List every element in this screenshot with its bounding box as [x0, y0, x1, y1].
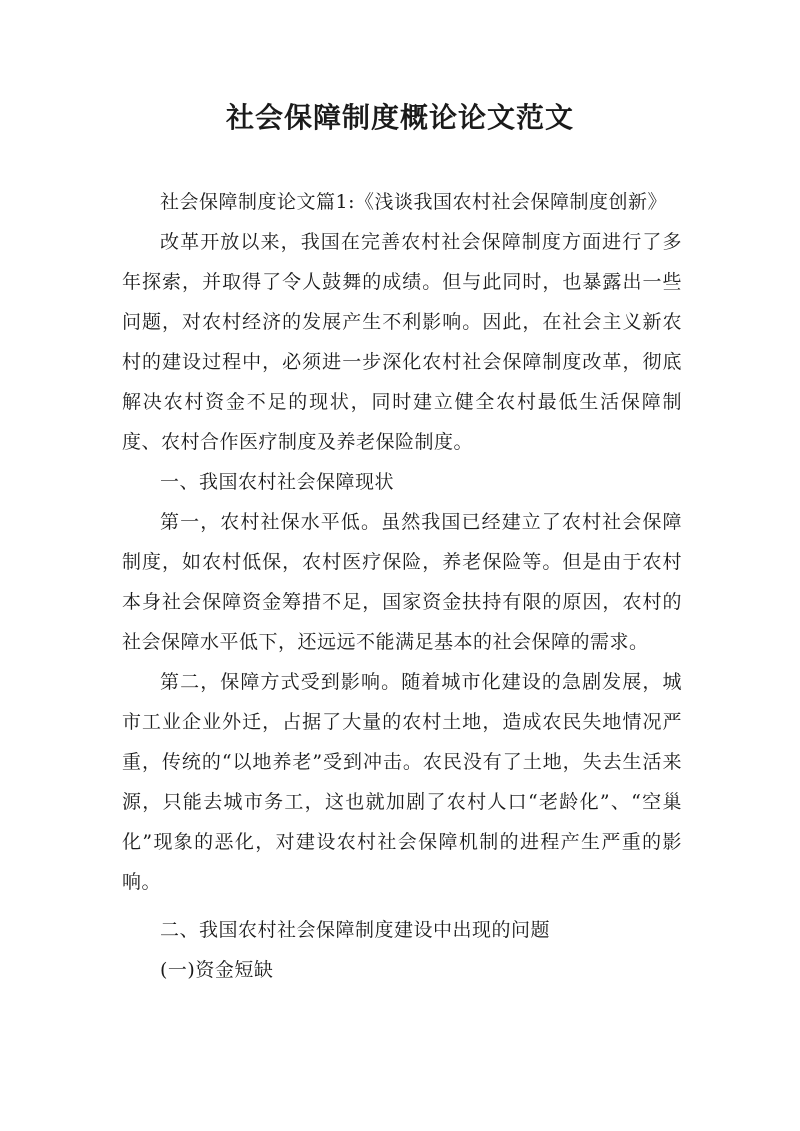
document-body [122, 182, 682, 990]
article-heading-paragraph: 社会保障制度论文篇1:《浅谈我国农村社会保障制度创新》 [160, 191, 667, 213]
subsection-heading-1: (一)资金短缺 [160, 959, 274, 981]
section-heading-2: 二、我国农村社会保障制度建设中出现的问题 [160, 919, 551, 941]
section-heading-1: 一、我国农村社会保障现状 [160, 471, 395, 493]
document-title: 社会保障制度概论论文范文 [225, 101, 574, 134]
intro-paragraph: 改革开放以来，我国在完善农村社会保障制度方面进行了多年探索，并取得了令人鼓舞的成绩。但与此同时，也暴露出一些问题，对农村经济的发展产生不利影响。因此，在社会主义新农村的建设过程中，必须进一步深化农村社会保障制度改革，彻底解决农村资金不足的现状，同时建立健全农村最低生活保障制度、农村合作医疗制度及养老保险制度。 [122, 231, 682, 453]
point-one-paragraph: 第一，农村社保水平低。虽然我国已经建立了农村社会保障制度，如农村低保，农村医疗保险，养老保险等。但是由于农村本身社会保障资金筹措不足，国家资金扶持有限的原因，农村的社会保障水平低下，还远远不能满足基本的社会保障的需求。 [122, 511, 682, 653]
point-two-paragraph: 第二，保障方式受到影响。随着城市化建设的急剧发展，城市工业企业外迁，占据了大量的农村土地，造成农民失地情况严重，传统的“以地养老”受到冲击。农民没有了土地，失去生活来源，只能去城市务工，这也就加剧了农村人口“老龄化”、“空巢化”现象的恶化，对建设农村社会保障机制的进程产生严重的影响。 [122, 671, 682, 893]
